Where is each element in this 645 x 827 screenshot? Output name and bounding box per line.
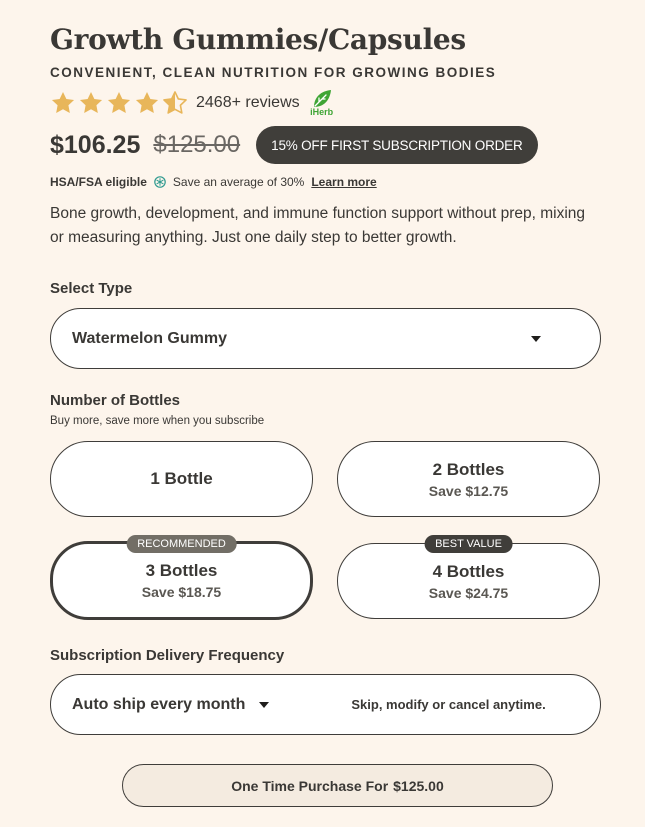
best-value-badge: BEST VALUE — [424, 535, 513, 553]
bottle-option-4[interactable] — [337, 538, 600, 619]
bottle-option-name: 4 Bottles — [432, 561, 505, 581]
one-time-purchase-button[interactable] — [122, 764, 553, 807]
delivery-frequency-value: Auto ship every month — [72, 695, 246, 713]
star-icon — [106, 90, 132, 116]
one-time-purchase-label: One Time Purchase For — [231, 777, 389, 794]
star-icon — [134, 90, 160, 116]
caret-down-icon — [531, 336, 541, 342]
bottle-option-3[interactable] — [50, 538, 313, 620]
bottle-option-1[interactable] — [50, 441, 313, 517]
bottle-option-2[interactable] — [337, 441, 600, 517]
bottle-option-name: 1 Bottle — [150, 469, 213, 488]
caret-down-icon — [259, 702, 269, 708]
subscription-note: Skip, modify or cancel anytime. — [351, 697, 546, 712]
product-subtitle: CONVENIENT, CLEAN NUTRITION FOR GROWING BODIES — [50, 65, 497, 80]
product-description: Bone growth, development, and immune function support without prep, mixing or measuring anything. Just one daily step to better growth. — [50, 205, 586, 246]
subscription-promo-badge: 15% OFF FIRST SUBSCRIPTION ORDER — [256, 126, 537, 164]
hsa-savings-text: Save an average of 30% — [172, 175, 305, 189]
current-price: $106.25 — [50, 130, 141, 159]
reviews-link[interactable]: 2468+ reviews — [196, 94, 300, 111]
select-type-dropdown[interactable] — [50, 308, 601, 369]
rating-row — [50, 89, 602, 117]
star-icon — [50, 90, 76, 116]
half-star-icon — [162, 90, 188, 116]
delivery-frequency-label: Subscription Delivery Frequency — [50, 647, 285, 664]
bottle-option-name: 2 Bottles — [432, 459, 505, 479]
leaf-icon — [311, 89, 333, 109]
original-price: $125.00 — [153, 131, 241, 158]
price-row — [50, 126, 602, 164]
bottle-option-savings: Save $18.75 — [141, 584, 222, 600]
product-title: Growth Gummies/Capsules — [50, 23, 466, 56]
one-time-purchase-price: $125.00 — [393, 777, 444, 794]
recommended-badge: RECOMMENDED — [126, 535, 237, 553]
star-rating[interactable] — [50, 90, 188, 116]
star-icon — [78, 90, 104, 116]
product-panel — [50, 22, 602, 794]
select-type-label: Select Type — [50, 280, 133, 297]
iherb-logo — [308, 89, 336, 117]
bottle-option-savings: Save $24.75 — [428, 584, 509, 601]
number-of-bottles-sublabel: Buy more, save more when you subscribe — [50, 415, 265, 427]
select-type-value: Watermelon Gummy — [72, 329, 227, 347]
bottle-option-savings: Save $12.75 — [428, 482, 509, 499]
delivery-frequency-dropdown[interactable] — [72, 696, 269, 714]
number-of-bottles-label: Number of Bottles — [50, 392, 181, 409]
iherb-label: iHerb — [310, 107, 334, 117]
hsa-fsa-icon — [154, 176, 166, 188]
bottle-option-name: 3 Bottles — [145, 561, 218, 580]
delivery-frequency-box — [50, 674, 601, 735]
hsa-fsa-label: HSA/FSA eligible — [50, 175, 147, 189]
learn-more-link[interactable]: Learn more — [311, 175, 377, 189]
hsa-fsa-row — [50, 173, 602, 191]
